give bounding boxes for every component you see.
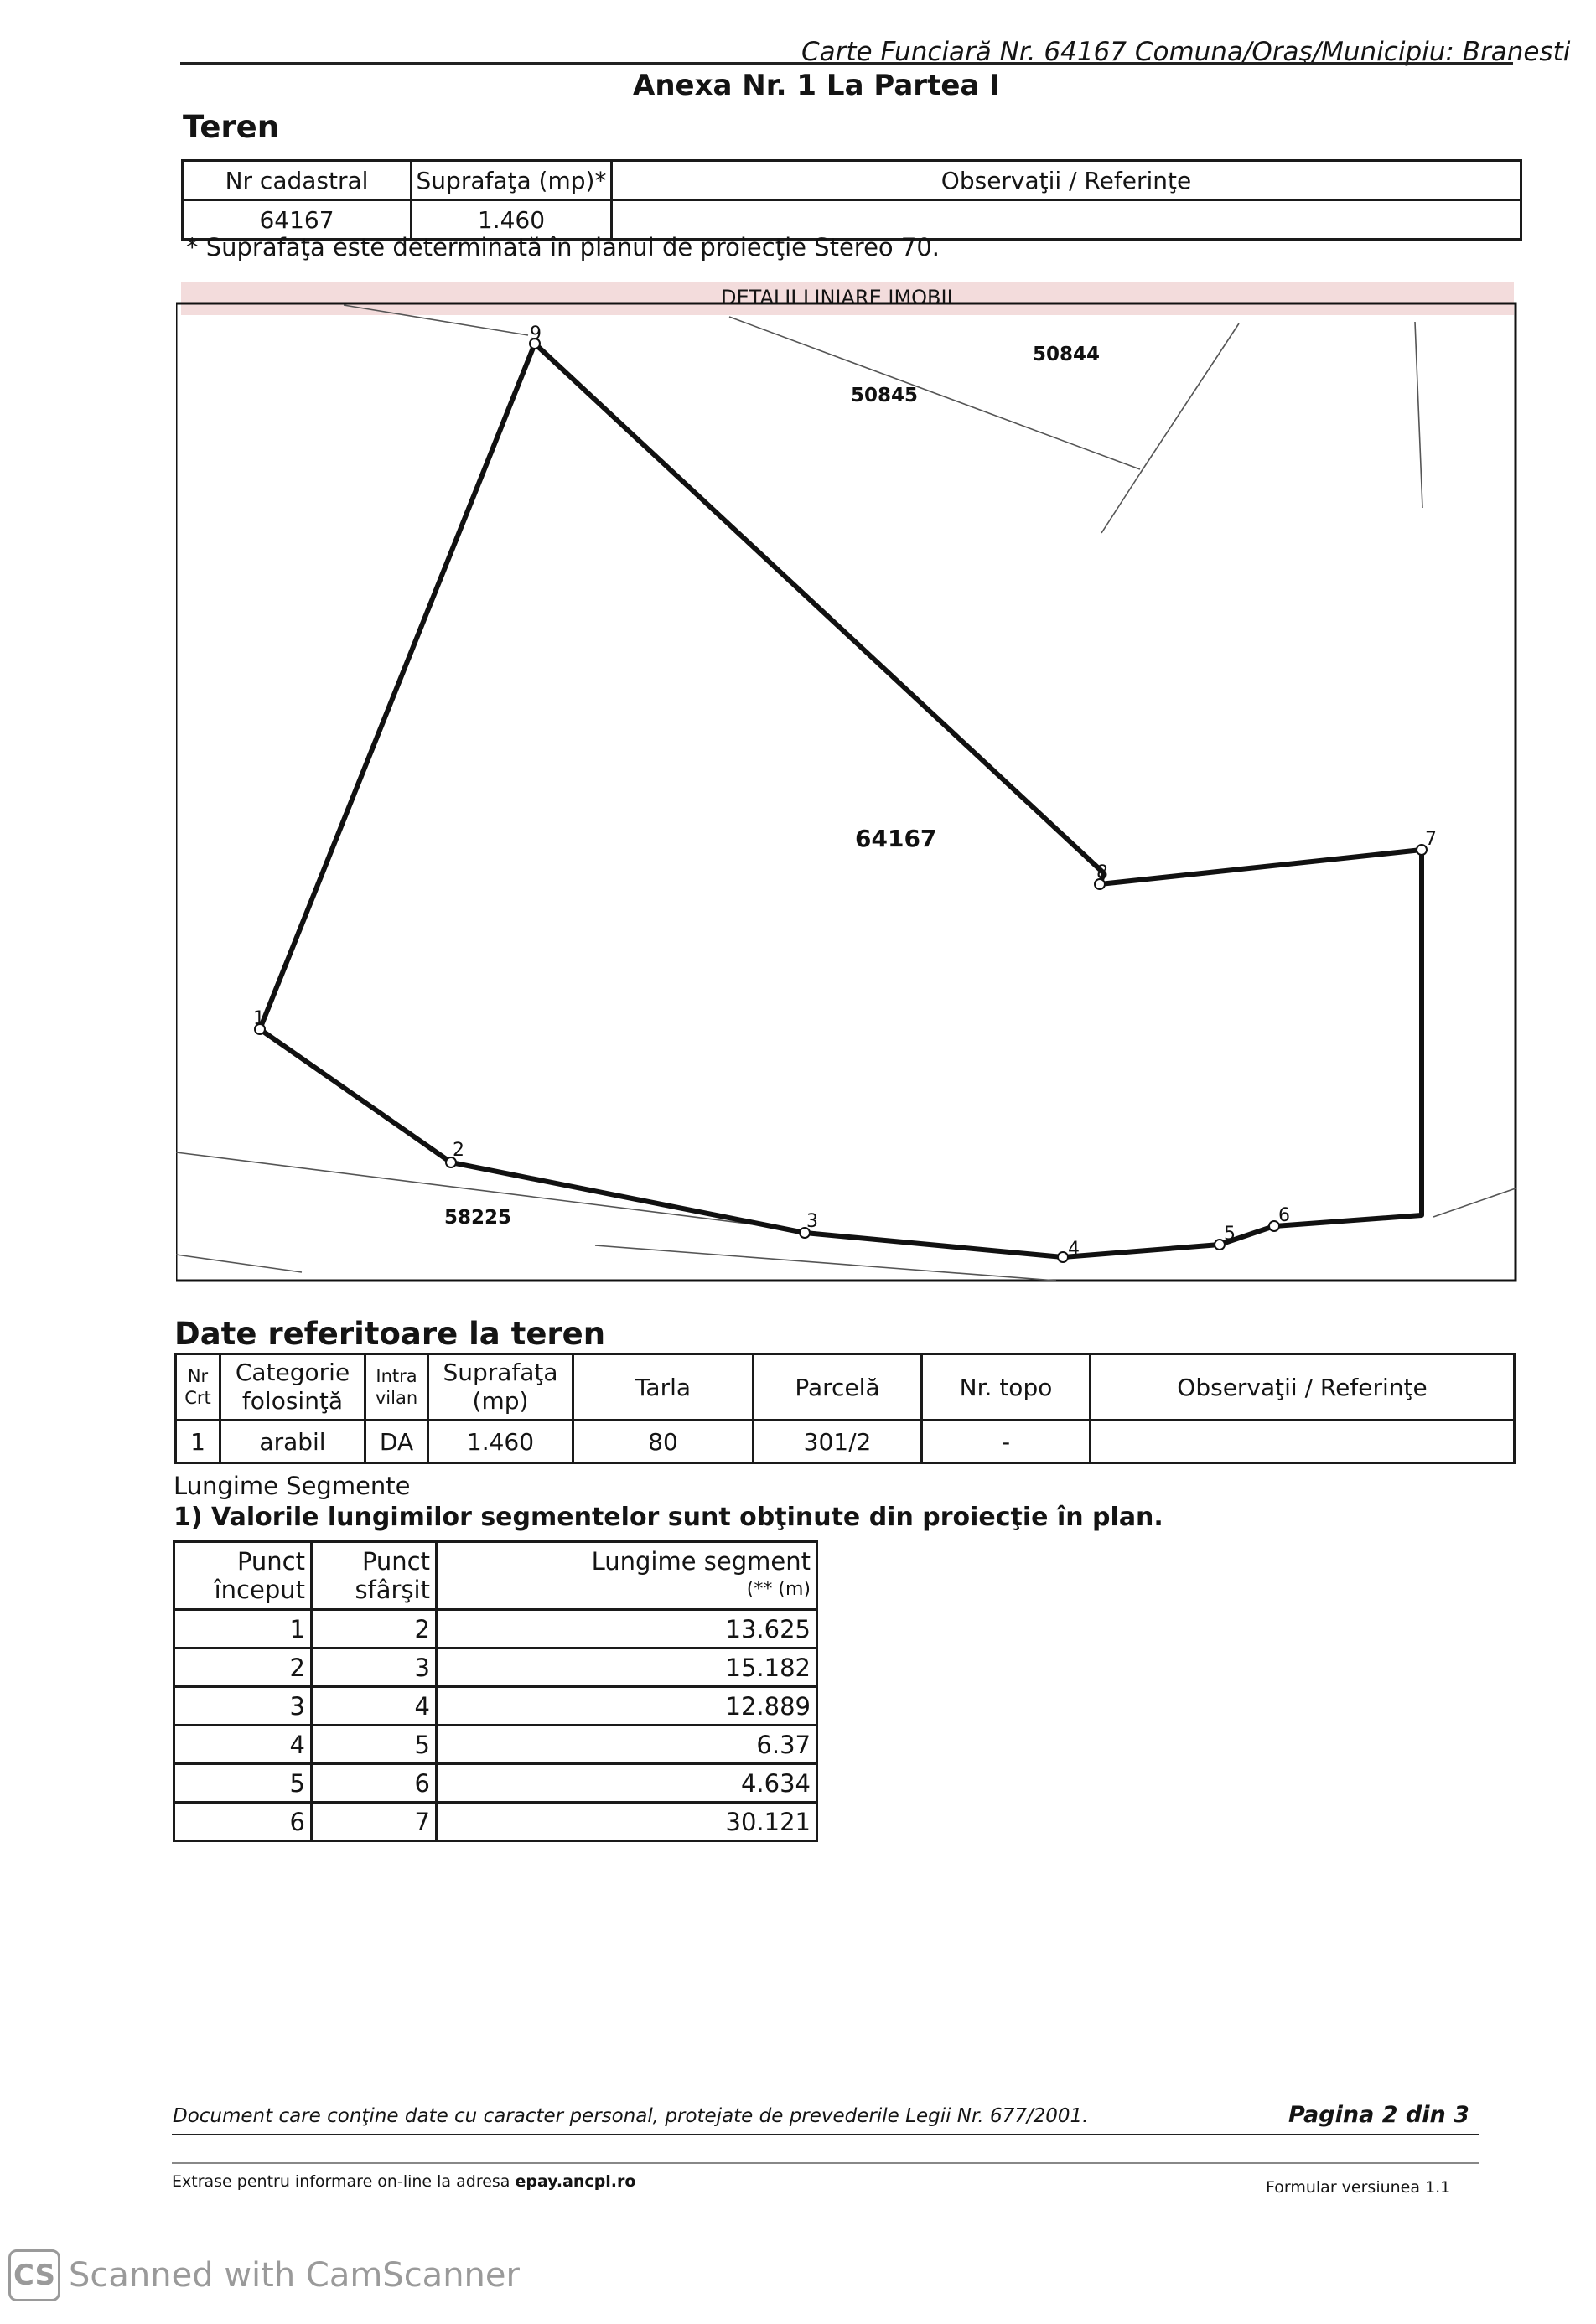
segment-start: 5 [174,1764,312,1803]
col-lungime-segment [437,1542,817,1610]
parcel-labels [444,344,1100,1229]
segment-end: 6 [312,1764,437,1803]
point-label-5: 5 [1224,1224,1236,1245]
teren-table [181,159,1522,241]
point-label-7: 7 [1425,829,1437,850]
cell-suprafata-mp: 1.460 [428,1421,573,1463]
col-intravilan-line1: Intra [376,1366,417,1386]
camscanner-watermark [8,2246,520,2305]
neighbour-boundaries [176,305,1516,1281]
col-categorie-line2: folosinţă [241,1387,344,1415]
segment-end: 3 [312,1649,437,1687]
col-punct-inceput [174,1542,312,1610]
plan-title: DETALII LINIARE IMOBIL [721,286,958,309]
parcel-label-main: 64167 [855,825,937,852]
segment-start: 3 [174,1687,312,1726]
segmente-note: 1) Valorile lungimilor segmentelor sunt obţinute din proiecţie în plan. [174,1503,1163,1532]
segment-length: 12.889 [437,1687,817,1726]
parcel-label-north-b: 50844 [1033,344,1101,365]
segment-length: 6.37 [437,1726,817,1764]
col-nr-topo: Nr. topo [922,1354,1091,1421]
segment-length: 30.121 [437,1803,817,1841]
segment-row [174,1687,817,1726]
boundary-line [344,305,528,335]
stereo-note: * Suprafaţa este determinată în planul de proiecţie Stereo 70. [186,233,940,261]
boundary-line [729,317,1140,469]
segment-start: 4 [174,1726,312,1764]
segment-row [174,1610,817,1649]
camscanner-text: Scanned with CamScanner [69,2256,520,2295]
segment-row [174,1764,817,1803]
extrase-text: Extrase pentru informare on-line la adresa [172,2172,510,2191]
boundary-line [1415,322,1422,508]
cell-nr-crt: 1 [176,1421,220,1463]
segment-end: 5 [312,1726,437,1764]
cell-nr-cadastral: 64167 [183,200,412,240]
boundary-line [1433,1188,1516,1217]
point-label-1: 1 [253,1008,265,1029]
date-teren-table [174,1353,1516,1464]
col-nr-cadastral: Nr cadastral [183,161,412,200]
col-nr-crt-line2: Crt [184,1388,211,1408]
footer-divider-secondary [172,2162,1479,2164]
segment-end: 7 [312,1803,437,1841]
extrase-note [172,2172,635,2191]
boundary-line [1101,474,1140,533]
segment-end: 2 [312,1610,437,1649]
segment-row [174,1726,817,1764]
cell-intravilan: DA [365,1421,428,1463]
personal-data-notice: Document care conţine date cu caracter personal, protejate de prevederile Legii Nr. 677/2001. [173,2105,1089,2127]
col-intravilan [365,1354,428,1421]
col-suprafata-mp [428,1354,573,1421]
segment-length: 15.182 [437,1649,817,1687]
col-nr-crt-line1: Nr [187,1366,209,1386]
boundary-line [176,1255,302,1272]
teren-heading: Teren [183,109,280,145]
col-suprafata: Suprafaţa (mp)* [412,161,612,200]
point-labels [253,323,1437,1260]
col-suprafata-line1: Suprafaţa [443,1359,558,1386]
col-lungime-line1: Lungime segment [591,1547,811,1576]
footer-divider [172,2134,1479,2135]
col-nr-crt [176,1354,220,1421]
col-intravilan-line2: vilan [375,1388,418,1408]
parcel-label-south: 58225 [444,1207,512,1229]
cell-parcela: 301/2 [754,1421,922,1463]
formular-version: Formular versiunea 1.1 [1266,2178,1451,2197]
segment-start: 6 [174,1803,312,1841]
col-tarla: Tarla [573,1354,754,1421]
segment-start: 1 [174,1610,312,1649]
parcel-label-north-a: 50845 [851,385,919,406]
col-punct-inceput-line1: Punct [236,1547,305,1576]
col-suprafata-line2: (mp) [472,1387,529,1415]
segment-row [174,1803,817,1841]
boundary-line [1140,323,1239,474]
col-punct-sfarsit-line2: sfârşit [355,1576,430,1604]
extrase-site-link[interactable]: epay.ancpl.ro [515,2172,636,2191]
segmente-table [173,1540,818,1842]
col-punct-inceput-line2: început [214,1576,305,1604]
point-label-2: 2 [453,1140,464,1161]
cell-nr-topo: - [922,1421,1091,1463]
col-lungime-marker: (** [746,1579,773,1600]
cell-suprafata: 1.460 [412,200,612,240]
segment-length: 13.625 [437,1610,817,1649]
point-label-4: 4 [1068,1239,1080,1260]
annex-title: Anexa Nr. 1 La Partea I [633,69,1000,102]
point-label-3: 3 [806,1211,818,1232]
header-divider [180,62,1513,65]
plan-frame [176,303,1516,1281]
point-label-6: 6 [1278,1205,1290,1226]
col-observatii-referinte: Observaţii / Referinţe [1091,1354,1515,1421]
date-teren-heading: Date referitoare la teren [174,1316,606,1352]
col-parcela: Parcelă [754,1354,922,1421]
segment-length: 4.634 [437,1764,817,1803]
segmente-heading: Lungime Segmente [174,1472,411,1500]
col-punct-sfarsit-line1: Punct [361,1547,430,1576]
page-number: Pagina 2 din 3 [1288,2102,1469,2128]
segment-row [174,1649,817,1687]
cadastral-plan [176,302,1517,1291]
col-punct-sfarsit [312,1542,437,1610]
segment-start: 2 [174,1649,312,1687]
col-categorie [220,1354,365,1421]
segment-end: 4 [312,1687,437,1726]
col-observatii: Observaţii / Referinţe [612,161,1521,200]
vertex-markers [255,339,1427,1262]
point-label-8: 8 [1096,862,1108,883]
vertex-marker [1058,1252,1068,1262]
cell-tarla: 80 [573,1421,754,1463]
cell-observatii-referinte [1091,1421,1515,1463]
parcel-boundary [260,344,1422,1257]
point-label-9: 9 [530,323,542,344]
col-lungime-line2: (m) [778,1579,811,1600]
camscanner-logo: CS [8,2249,60,2301]
cell-categorie: arabil [220,1421,365,1463]
carte-funciara-header: Carte Funciară Nr. 64167 Comuna/Oraş/Municipiu: Branesti [801,37,1571,67]
col-lungime-unit [438,1576,811,1604]
col-categorie-line1: Categorie [235,1359,350,1386]
